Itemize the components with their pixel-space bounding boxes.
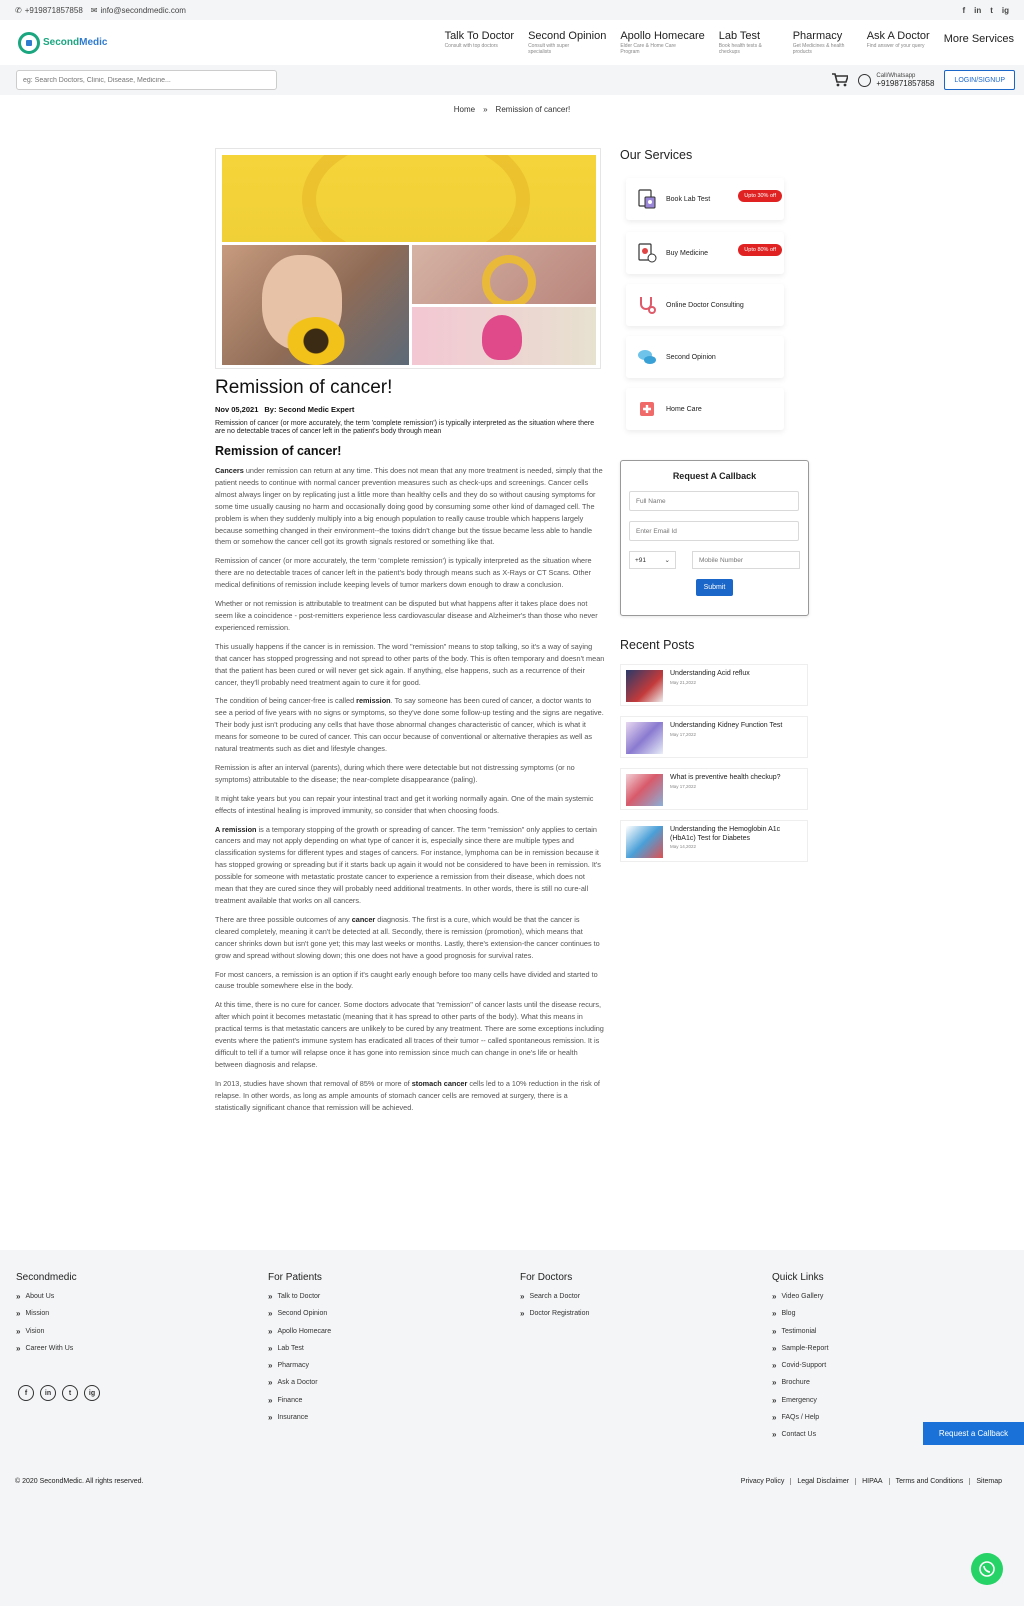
girl-sunflower-image	[222, 245, 409, 365]
chevron-right-icon: »	[268, 1413, 273, 1423]
stethoscope-icon	[636, 294, 658, 316]
footer	[0, 1250, 1024, 1606]
top-contacts	[15, 6, 186, 15]
chevron-down-icon: ⌄	[664, 557, 670, 564]
chevron-right-icon: »	[268, 1343, 273, 1353]
logo-icon	[18, 32, 40, 54]
article-paragraph: Remission is after an interval (parents), during which there were detectable but not distressing symptoms (or no symptoms) attributable to the disease; the near-complete disappearance (paling).	[215, 762, 575, 784]
sitemap-link[interactable]: Sitemap	[969, 1478, 1008, 1485]
footer-link[interactable]: » FAQs / Help	[772, 1413, 820, 1423]
footer-link[interactable]: » About Us	[16, 1292, 55, 1301]
nav-pharmacy[interactable]: Pharmacy Get Medicines & health products	[792, 30, 845, 55]
recent-post[interactable]: What is preventive health checkup? May 17,2022	[620, 768, 808, 810]
search-bar-actions	[832, 70, 1015, 90]
header	[0, 20, 1024, 65]
service-buy-medicine[interactable]: Buy Medicine Upto 80% off	[626, 232, 784, 274]
article-paragraph: At this time, there is no cure for cancer. Some doctors advocate that "remission" of cancer lasts until the disease recurs, after which point it becomes metastatic (meaning that it has spread to other parts of the body). What this means in practical terms is that metastatic cancers are unlikely to be cured by any treatment. There are some exceptions including events where the patient's immune system has eradicated all traces of their tumor -- called spontaneous remission. It is difficult to tell if a tumor will relapse once it has gone into remission since much can change in one's life or health between diagnosis and relapse.	[215, 1000, 604, 1069]
callback-title: Request A Callback	[672, 471, 757, 481]
hands-ribbon-image	[412, 245, 596, 304]
article-paragraph: This usually happens if the cancer is in remission. The word "remission" means to stop talking, so it's a way of saying that cancer has stopped progressing and not spread to other parts of the body. This is often temporary and doesn't mean that the patient has been cured or will never get sick again. If anything, else happens, such as a recurrence of their cancer, they'll probably need treatment again to cure it for good.	[215, 641, 605, 687]
article-paragraph: The condition of being cancer-free is called remission. To say someone has been cured of cancer, a doctor wants to see a period of five years with no signs or symptoms, so they've done some follow-up testing and the signs are negative. Their body just isn't producing any cells that have those abnormal changes characteristic of cancer, which is what it means for someone to be cured of cancer. This can occur because of conventional or alternative therapies as well as natural treatments such as diet and lifestyle changes.	[215, 696, 604, 754]
discount-badge: Upto 30% off	[738, 190, 782, 202]
whatsapp-icon	[858, 74, 871, 87]
breadcrumb-separator-icon: »	[483, 105, 488, 114]
plus-icon	[636, 398, 658, 420]
footer-link[interactable]: » Second Opinion	[268, 1309, 328, 1319]
yellow-ribbon-image	[222, 155, 596, 242]
breadcrumb-current: Remission of cancer!	[495, 105, 571, 114]
chevron-right-icon: »	[772, 1326, 777, 1336]
footer-link[interactable]: » Insurance	[268, 1413, 309, 1423]
chevron-right-icon: »	[520, 1309, 525, 1319]
mail-icon: ✉	[90, 5, 98, 15]
medicine-icon	[636, 242, 658, 264]
submit-button[interactable]: Submit	[696, 579, 734, 596]
email-contact[interactable]	[91, 6, 186, 15]
article-paragraph: Remission of cancer (or more accurately, the term 'complete remission') is typically interpreted as the situation where there are no detectable traces of cancer left in the patient's body through means such as X-Rays or CT Scans. Other medical definitions of remission include keeping levels of tumor markers down enough to draw a conclusion.	[215, 556, 592, 590]
chevron-right-icon: »	[268, 1326, 273, 1336]
email-input[interactable]	[629, 521, 799, 541]
article-paragraph: There are three possible outcomes of any cancer diagnosis. The first is a cure, which would be that the cancer is cleared completely, meaning it can't be detected at all. Secondly, there is remission (promotion), which means that cancer shrinks down but isn't gone yet; this may last weeks or months. Lastly, there's extension-the cancer continues to grow and spread without slowing down; this one does not have a good prognosis for survival rates.	[215, 914, 600, 960]
full-name-input[interactable]	[629, 491, 799, 511]
chevron-right-icon: »	[16, 1343, 21, 1353]
call-number: +919871857858	[876, 78, 935, 88]
chevron-right-icon: »	[772, 1378, 777, 1388]
chevron-right-icon: »	[16, 1292, 21, 1301]
terms-link[interactable]: Terms and Conditions	[889, 1478, 970, 1485]
footer-link[interactable]: » Lab Test	[268, 1343, 304, 1353]
article-author: By: Second Medic Expert	[264, 405, 355, 414]
search-input[interactable]	[16, 70, 277, 90]
article-paragraph: Cancers under remission can return at any time. This does not mean that any more treatment is needed, simply that the patient needs to continue with normal cancer prevention measures such as check-ups and screenings. Cancer cells almost always linger on by replicating just a little more than healthy cells and they do so without causing symptoms for some time usually causing no harm and occasionally doing good by consuming some other kind of damaged cell. The problem is when they suddenly multiply into a big enough population to really cause trouble which happens largely because something changed in their environment--the toxins didn't change but the tissue became less able to handle them or somehow the cancer cell got its growth signals restored or something like that.	[215, 466, 603, 547]
service-online-doctor-consulting[interactable]: Online Doctor Consulting	[626, 284, 784, 326]
logo-text: SecondMedic	[43, 37, 108, 48]
legal-links	[735, 1478, 1008, 1485]
copyright: © 2020 SecondMedic. All rights reserved.	[15, 1478, 144, 1485]
chevron-right-icon: »	[268, 1361, 273, 1371]
linkedin-icon[interactable]: in	[40, 1385, 56, 1401]
chevron-right-icon: »	[772, 1292, 777, 1301]
footer-col-secondmedic: Secondmedic » About Us » Mission » Vision » Career With Us	[16, 1272, 77, 1362]
top-bar	[0, 0, 1024, 20]
chevron-right-icon: »	[772, 1395, 777, 1405]
article-paragraph: For most cancers, a remission is an option if it's caught early enough before too many cells have divided and started to cause trouble somewhere else in the body.	[215, 969, 598, 991]
woman-headscarf-image	[412, 307, 596, 365]
recent-post[interactable]: Understanding Acid reflux May 21,2022	[620, 664, 808, 706]
footer-col-doctors: For Doctors » Search a Doctor » Doctor Registration	[520, 1272, 589, 1328]
instagram-icon[interactable]: ig	[1001, 5, 1009, 15]
facebook-icon[interactable]: f	[18, 1385, 34, 1401]
whatsapp-float-button[interactable]	[971, 1553, 1003, 1585]
footer-link[interactable]: » Emergency	[772, 1395, 817, 1405]
logo[interactable]	[18, 32, 107, 54]
footer-link[interactable]: » Sample-Report	[772, 1343, 829, 1353]
footer-link[interactable]: » Covid-Support	[772, 1361, 827, 1371]
services-title: Our Services	[620, 148, 693, 162]
footer-link[interactable]: » Mission	[16, 1309, 50, 1319]
phone-text: +919871857858	[24, 5, 83, 15]
linkedin-icon[interactable]: in	[974, 5, 982, 15]
facebook-icon[interactable]: f	[962, 5, 966, 15]
whatsapp-icon	[978, 1560, 996, 1578]
floating-callback-button[interactable]: Request a Callback	[923, 1422, 1024, 1445]
phone-contact[interactable]	[15, 6, 83, 15]
article	[215, 148, 605, 1114]
twitter-icon[interactable]: t	[62, 1385, 78, 1401]
email-text: info@secondmedic.com	[100, 5, 186, 15]
chevron-right-icon: »	[268, 1309, 273, 1319]
footer-link[interactable]: » Career With Us	[16, 1343, 74, 1353]
service-book-lab-test[interactable]: Book Lab Test Upto 30% off	[626, 178, 784, 220]
article-subtitle: Remission of cancer!	[215, 444, 342, 458]
chevron-right-icon: »	[772, 1343, 777, 1353]
search-bar	[0, 65, 1024, 95]
nav-ask-a-doctor[interactable]: Ask A Doctor Find answer of your query	[866, 30, 930, 49]
footer-col-patients: For Patients » Talk to Doctor » Second Opinion » Apollo Homecare » Lab Test » Pharmacy » Ask a Doctor » Finance » Insurance	[268, 1272, 331, 1431]
chevron-right-icon: »	[772, 1309, 777, 1319]
chevron-right-icon: »	[772, 1413, 777, 1423]
call-label: Call/Whatsapp	[876, 72, 916, 79]
article-title: Remission of cancer!	[215, 377, 393, 398]
top-social	[962, 6, 1009, 15]
instagram-icon[interactable]: ig	[84, 1385, 100, 1401]
chevron-right-icon: »	[772, 1430, 777, 1440]
legal-disclaimer-link[interactable]: Legal Disclaimer	[790, 1478, 855, 1485]
chevron-right-icon: »	[16, 1309, 21, 1319]
chevron-right-icon: »	[268, 1292, 273, 1301]
footer-social	[18, 1385, 100, 1401]
breadcrumb	[0, 105, 1024, 114]
call-whatsapp[interactable]	[858, 73, 934, 88]
post-thumbnail	[626, 826, 663, 858]
nav-lab-test[interactable]: Lab Test Book health tests & checkups	[718, 30, 762, 55]
hipaa-link[interactable]: HIPAA	[855, 1478, 889, 1485]
article-date: Nov 05,2021	[215, 405, 259, 414]
post-thumbnail	[626, 722, 663, 754]
recent-post[interactable]: Understanding Kidney Function Test May 17,2022	[620, 716, 808, 758]
phone-icon: ✆	[15, 5, 22, 15]
footer-link[interactable]: » Contact Us	[772, 1430, 817, 1440]
mobile-number-input[interactable]	[692, 551, 800, 569]
lab-test-icon	[636, 188, 658, 210]
breadcrumb-home[interactable]: Home	[453, 105, 476, 114]
article-meta	[215, 405, 605, 414]
footer-link[interactable]: » Apollo Homecare	[268, 1326, 332, 1336]
footer-link[interactable]: » Search a Doctor	[520, 1292, 581, 1301]
chevron-right-icon: »	[268, 1378, 273, 1388]
recent-posts-title: Recent Posts	[620, 638, 695, 652]
article-paragraph: A remission is a temporary stopping of the growth or spreading of cancer. The term "remission" only applies to certain cancers and may not apply depending on what type of cancer it is, especially since there are multiple types and classification systems for different types and stages of cancers. For instance, lymphoma can be in remission because it has stopped growing or spreading but if it starts back up again it would not be considered to have been in remission. It's possible for someone with metastatic prostate cancer to experience a remission from their disease, which does not mean that they are cured since they will probably need additional treatments. In other words, there is still no cure-all treatment available that works on all cancers.	[215, 824, 601, 905]
nav-apollo-homecare[interactable]: Apollo Homecare Elder Care & Home Care Program	[620, 30, 705, 55]
article-paragraph: It might take years but you can repair your intestinal tract and get it working normally again. One of the main systemic effects of intestinal healing is improved immunity, so consider that when choosing foods.	[215, 793, 594, 815]
chevron-right-icon: »	[16, 1326, 21, 1336]
service-second-opinion[interactable]: Second Opinion	[626, 336, 784, 378]
article-summary: Remission of cancer (or more accurately, the term 'complete remission') is typically interpreted as the situation where there are no detectable traces of cancer left in the patient's body through mean	[215, 420, 595, 435]
service-home-care[interactable]: Home Care	[626, 388, 784, 430]
nav-more-services[interactable]: More Services	[943, 33, 1014, 45]
phone-row	[629, 551, 800, 569]
footer-link[interactable]: » Vision	[16, 1326, 45, 1336]
footer-col-quick-links: Quick Links » Video Gallery » Blog » Testimonial » Sample-Report » Covid-Support » Brochure » Emergency » FAQs / Help » Contact Us	[772, 1272, 829, 1449]
chevron-right-icon: »	[520, 1292, 525, 1301]
footer-link[interactable]: » Brochure	[772, 1378, 810, 1388]
recent-post[interactable]: Understanding the Hemoglobin A1c (HbA1c) Test for Diabetes May 14,2022	[620, 820, 808, 862]
footer-link[interactable]: » Talk to Doctor	[268, 1292, 321, 1301]
privacy-policy-link[interactable]: Privacy Policy	[740, 1478, 785, 1485]
nav-talk-to-doctor[interactable]: Talk To Doctor Consult with top doctors	[444, 30, 515, 49]
article-image	[215, 148, 601, 369]
main-nav	[445, 30, 1014, 55]
chevron-right-icon: »	[268, 1395, 273, 1405]
cart-icon[interactable]	[832, 73, 848, 87]
footer-link[interactable]: » Finance	[268, 1395, 303, 1405]
footer-link[interactable]: » Doctor Registration	[520, 1309, 590, 1319]
twitter-icon[interactable]: t	[990, 5, 993, 15]
footer-link[interactable]: » Ask a Doctor	[268, 1378, 318, 1388]
footer-link[interactable]: » Pharmacy	[268, 1361, 309, 1371]
article-paragraph: In 2013, studies have shown that removal of 85% or more of stomach cancer cells led to a 10% reduction in the risk of relapse. In other words, as long as ample amounts of stomach cancer cells are removed at surgery, there is a statistically significant chance that remission will be achieved.	[215, 1078, 600, 1112]
footer-link[interactable]: » Blog	[772, 1309, 796, 1319]
chat-icon	[636, 346, 658, 368]
nav-second-opinion[interactable]: Second Opinion Consult with super specialists	[528, 30, 607, 55]
discount-badge: Upto 80% off	[738, 244, 782, 256]
footer-link[interactable]: » Testimonial	[772, 1326, 817, 1336]
country-code-select[interactable]: +91 ⌄	[629, 551, 676, 569]
post-thumbnail	[626, 774, 663, 806]
article-paragraph: Whether or not remission is attributable to treatment can be disputed but what happens after it takes place does not seem like a coincidence - post-remitters experience less cardiovascular disease and Alzheimer's than those who never experienced remission.	[215, 599, 598, 632]
post-thumbnail	[626, 670, 663, 702]
callback-form	[620, 460, 809, 616]
footer-link[interactable]: » Video Gallery	[772, 1292, 824, 1301]
sidebar	[620, 148, 809, 849]
login-signup-button[interactable]: LOGIN/SIGNUP	[944, 70, 1015, 90]
chevron-right-icon: »	[772, 1361, 777, 1371]
